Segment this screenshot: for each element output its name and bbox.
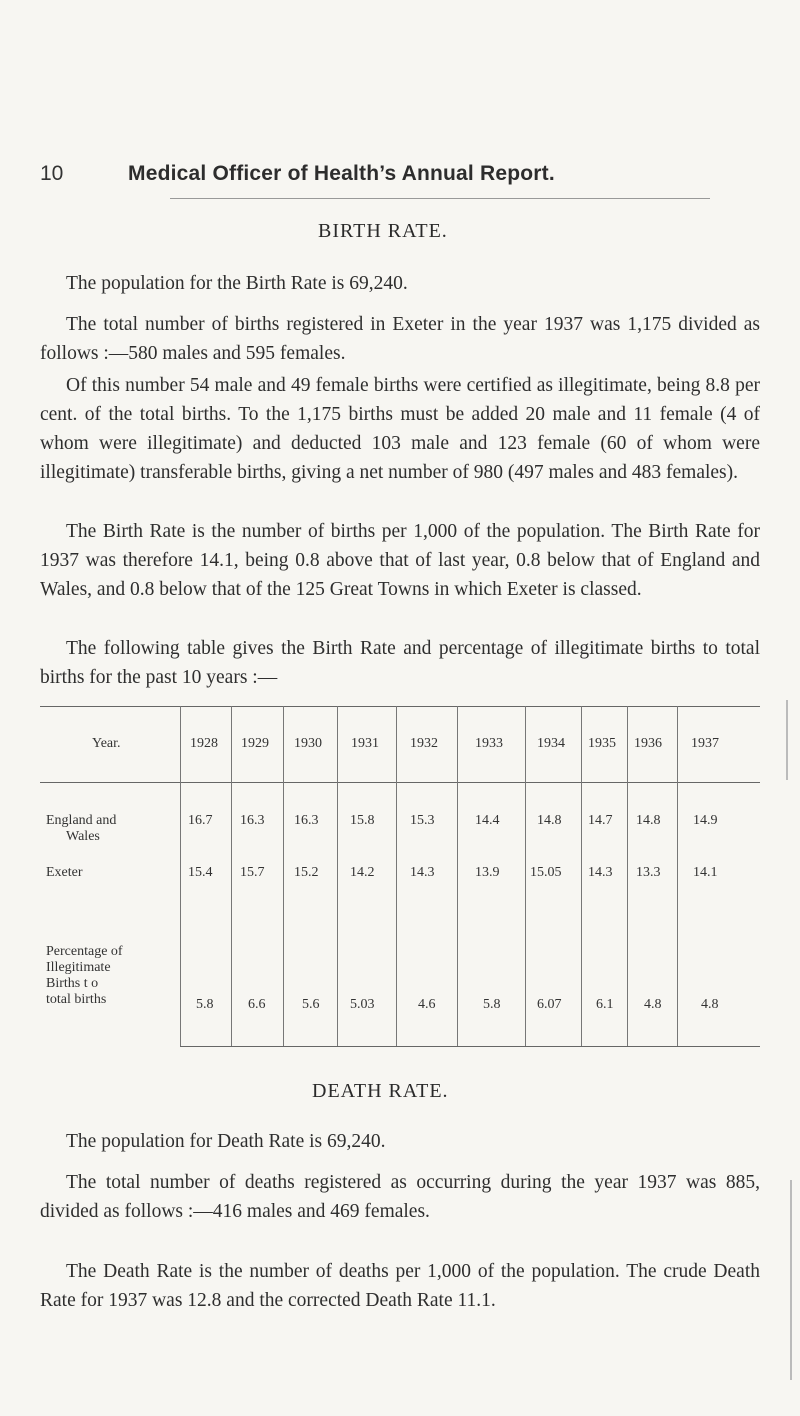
england-wales-value: 16.3: [240, 813, 265, 828]
row-label-line: Wales: [66, 829, 100, 844]
death-para-3: The Death Rate is the number of deaths per 1,000 of the population. The crude Death Rate for 1937 was 12.8 and the corrected Death Rate 11.1.: [40, 1261, 760, 1311]
exeter-value: 14.1: [693, 865, 718, 880]
year-cell: 1932: [410, 736, 438, 751]
column-rule: [457, 706, 458, 1046]
row-label-exeter: [46, 865, 83, 881]
illegitimate-value: 6.07: [537, 997, 562, 1012]
row-label-line: England and: [46, 813, 117, 828]
exeter-value: 15.7: [240, 865, 265, 880]
year-cell: 1933: [475, 736, 503, 751]
row-label-line: Exeter: [46, 865, 83, 880]
birth-rate-heading: BIRTH RATE.: [318, 220, 448, 242]
birth-para-4: The Birth Rate is the number of births per 1,000 of the population. The Birth Rate for 1937 was therefore 14.1, being 0.8 above that of last year, 0.8 below that of England and Wales, and 0.8 below that of the 125 Great Towns in which Exeter is classed.: [40, 521, 760, 600]
column-rule: [627, 706, 628, 1046]
year-cell: 1930: [294, 736, 322, 751]
year-cell: 1935: [588, 736, 616, 751]
england-wales-value: 15.8: [350, 813, 375, 828]
row-label-england-wales: [46, 813, 116, 845]
running-title: Medical Officer of Health’s Annual Report.: [128, 162, 555, 185]
exeter-value: 15.4: [188, 865, 213, 880]
page-number: 10: [40, 162, 64, 185]
page-edge-mark: [790, 1180, 792, 1380]
england-wales-value: 14.8: [636, 813, 661, 828]
illegitimate-value: 5.8: [483, 997, 501, 1012]
death-para-2: The total number of deaths registered as occurring during the year 1937 was 885, divided as follows :—416 males and 469 females.: [40, 1172, 760, 1222]
illegitimate-value: 4.6: [418, 997, 436, 1012]
column-rule: [180, 706, 181, 1046]
row-label-illegitimate-percentage: [46, 944, 123, 1008]
column-rule: [525, 706, 526, 1046]
year-cell: 1934: [537, 736, 565, 751]
illegitimate-value: 5.03: [350, 997, 375, 1012]
year-cell: 1928: [190, 736, 218, 751]
birth-para-5: The following table gives the Birth Rate and percentage of illegitimate births to total births for the past 10 years :—: [40, 638, 760, 688]
england-wales-value: 14.9: [693, 813, 718, 828]
row-label-line: Illegitimate: [46, 960, 111, 975]
england-wales-value: 14.4: [475, 813, 500, 828]
year-cell: 1929: [241, 736, 269, 751]
table-top-rule: [40, 706, 760, 707]
table-bottom-rule: [180, 1046, 760, 1047]
exeter-value: 15.2: [294, 865, 319, 880]
table-header-rule: [40, 782, 760, 783]
column-rule: [337, 706, 338, 1046]
illegitimate-value: 4.8: [644, 997, 662, 1012]
illegitimate-value: 6.6: [248, 997, 266, 1012]
year-cell: 1931: [351, 736, 379, 751]
birth-para-3: Of this number 54 male and 49 female births were certified as illegitimate, being 8.8 per cent. of the total births. To the 1,175 births must be added 20 male and 11 female (4 of whom were illegitimate) and deducted 103 male and 123 female (60 of whom were illegitimate) transferable births, giving a net number of 980 (497 males and 483 females).: [40, 375, 760, 483]
birth-para-2: The total number of births registered in Exeter in the year 1937 was 1,175 divided as follows :—580 males and 595 females.: [40, 314, 760, 364]
row-label-line: total births: [46, 992, 107, 1007]
england-wales-value: 16.7: [188, 813, 213, 828]
column-rule: [677, 706, 678, 1046]
exeter-value: 13.3: [636, 865, 661, 880]
exeter-value: 14.3: [588, 865, 613, 880]
exeter-value: 13.9: [475, 865, 500, 880]
illegitimate-value: 5.8: [196, 997, 214, 1012]
running-header: [40, 162, 760, 192]
death-para-1: The population for Death Rate is 69,240.: [66, 1131, 386, 1152]
exeter-value: 15.05: [530, 865, 562, 880]
exeter-value: 14.3: [410, 865, 435, 880]
birth-para-1: The population for the Birth Rate is 69,240.: [66, 273, 408, 294]
header-rule: [170, 198, 710, 199]
row-label-line: Births t o: [46, 976, 99, 991]
year-cell: 1936: [634, 736, 662, 751]
column-rule: [231, 706, 232, 1046]
year-cell: 1937: [691, 736, 719, 751]
birth-rate-table: [40, 706, 760, 1046]
exeter-value: 14.2: [350, 865, 375, 880]
illegitimate-value: 5.6: [302, 997, 320, 1012]
column-rule: [396, 706, 397, 1046]
england-wales-value: 14.7: [588, 813, 613, 828]
year-header: Year.: [92, 736, 121, 751]
column-rule: [581, 706, 582, 1046]
illegitimate-value: 6.1: [596, 997, 614, 1012]
england-wales-value: 15.3: [410, 813, 435, 828]
row-label-line: Percentage of: [46, 944, 123, 959]
column-rule: [283, 706, 284, 1046]
england-wales-value: 14.8: [537, 813, 562, 828]
death-rate-heading: DEATH RATE.: [312, 1080, 449, 1102]
illegitimate-value: 4.8: [701, 997, 719, 1012]
page-edge-mark: [786, 700, 788, 780]
england-wales-value: 16.3: [294, 813, 319, 828]
